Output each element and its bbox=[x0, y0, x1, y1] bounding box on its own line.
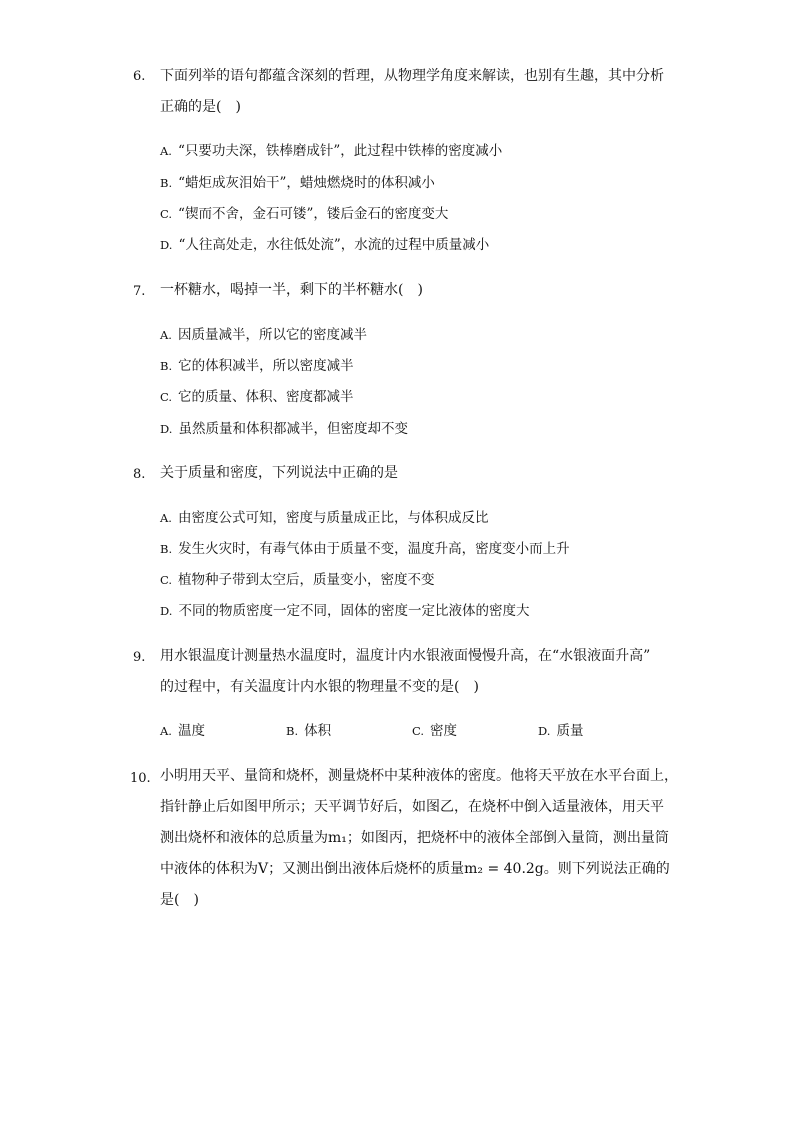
option-text: “锲而不舍，金石可镂”，镂后金石的密度变大 bbox=[178, 206, 449, 222]
option-letter: B. bbox=[160, 359, 173, 373]
question-stem-line: 小明用天平、量筒和烧杯，测量烧杯中某种液体的密度。他将天平放在水平台面上， bbox=[160, 768, 678, 784]
question-number: 9. bbox=[133, 650, 146, 665]
option-a[interactable] bbox=[160, 509, 488, 527]
option-letter: B. bbox=[286, 724, 299, 738]
option-letter: A. bbox=[160, 144, 172, 158]
question-number: 10. bbox=[130, 771, 151, 786]
option-a[interactable] bbox=[160, 722, 205, 740]
option-letter: B. bbox=[160, 176, 173, 190]
option-b[interactable] bbox=[160, 540, 570, 558]
option-c[interactable] bbox=[160, 388, 354, 406]
option-text: 因质量减半，所以它的密度减半 bbox=[177, 327, 367, 343]
question-number: 6. bbox=[133, 69, 146, 84]
option-b[interactable] bbox=[160, 174, 435, 192]
option-text: 发生火灾时，有毒气体由于质量不变，温度升高，密度变小而上升 bbox=[178, 541, 570, 557]
option-text: 它的体积减半，所以密度减半 bbox=[178, 358, 354, 374]
option-d[interactable] bbox=[160, 236, 489, 254]
question-stem-line: 的过程中，有关温度计内水银的物理量不变的是( ) bbox=[160, 679, 479, 695]
option-a[interactable] bbox=[160, 142, 502, 160]
option-letter: D. bbox=[160, 604, 173, 618]
option-d[interactable] bbox=[160, 420, 408, 438]
option-letter: D. bbox=[160, 238, 173, 252]
option-text: 由密度公式可知，密度与质量成正比，与体积成反比 bbox=[177, 510, 489, 526]
question-stem-line: 下面列举的语句都蕴含深刻的哲理，从物理学角度来解读，也别有生趣，其中分析 bbox=[160, 68, 664, 84]
option-text: “人往高处走，水往低处流”，水流的过程中质量减小 bbox=[178, 237, 490, 253]
option-c[interactable] bbox=[160, 571, 435, 589]
option-text: 不同的物质密度一定不同，固体的密度一定比液体的密度大 bbox=[178, 603, 530, 619]
option-text: 植物种子带到太空后，质量变小，密度不变 bbox=[178, 572, 435, 588]
option-letter: C. bbox=[160, 207, 173, 221]
option-d[interactable] bbox=[160, 602, 529, 620]
option-letter: C. bbox=[160, 573, 173, 587]
question-stem-line: 关于质量和密度，下列说法中正确的是 bbox=[160, 465, 398, 481]
option-text: 它的质量、体积、密度都减半 bbox=[178, 389, 354, 405]
option-text: 质量 bbox=[556, 723, 584, 739]
option-b[interactable] bbox=[160, 357, 354, 375]
option-letter: D. bbox=[160, 422, 173, 436]
option-text: 温度 bbox=[177, 723, 205, 739]
option-letter: B. bbox=[160, 542, 173, 556]
question-number: 8. bbox=[133, 467, 146, 482]
question-stem-line: 测出烧杯和液体的总质量为m₁；如图丙，把烧杯中的液体全部倒入量筒，测出量筒 bbox=[160, 830, 669, 846]
question-number: 7. bbox=[133, 284, 146, 299]
option-c[interactable] bbox=[412, 722, 457, 740]
option-a[interactable] bbox=[160, 326, 367, 344]
option-c[interactable] bbox=[160, 205, 448, 223]
option-text: 密度 bbox=[430, 723, 458, 739]
option-d[interactable] bbox=[538, 722, 583, 740]
option-text: 体积 bbox=[304, 723, 332, 739]
option-letter: C. bbox=[412, 724, 425, 738]
option-letter: C. bbox=[160, 390, 173, 404]
question-stem-line: 指针静止后如图甲所示；天平调节好后，如图乙，在烧杯中倒入适量液体，用天平 bbox=[160, 799, 664, 815]
question-stem-line: 是( ) bbox=[160, 892, 199, 908]
question-stem-line: 一杯糖水，喝掉一半，剩下的半杯糖水( ) bbox=[160, 282, 423, 298]
option-text: 虽然质量和体积都减半，但密度却不变 bbox=[178, 421, 408, 437]
option-text: “蜡炬成灰泪始干”，蜡烛燃烧时的体积减小 bbox=[178, 175, 435, 191]
question-stem-line: 用水银温度计测量热水温度时，温度计内水银液面慢慢升高，在“水银液面升高” bbox=[160, 648, 651, 664]
option-letter: D. bbox=[538, 724, 551, 738]
option-b[interactable] bbox=[286, 722, 331, 740]
question-stem-line: 正确的是( ) bbox=[160, 99, 241, 115]
option-letter: A. bbox=[160, 328, 172, 342]
question-stem-line: 中液体的体积为V；又测出倒出液体后烧杯的质量m₂ = 40.2g。则下列说法正确的 bbox=[160, 861, 670, 877]
option-letter: A. bbox=[160, 511, 172, 525]
option-letter: A. bbox=[160, 724, 172, 738]
option-text: “只要功夫深，铁棒磨成针”，此过程中铁棒的密度减小 bbox=[177, 143, 503, 159]
